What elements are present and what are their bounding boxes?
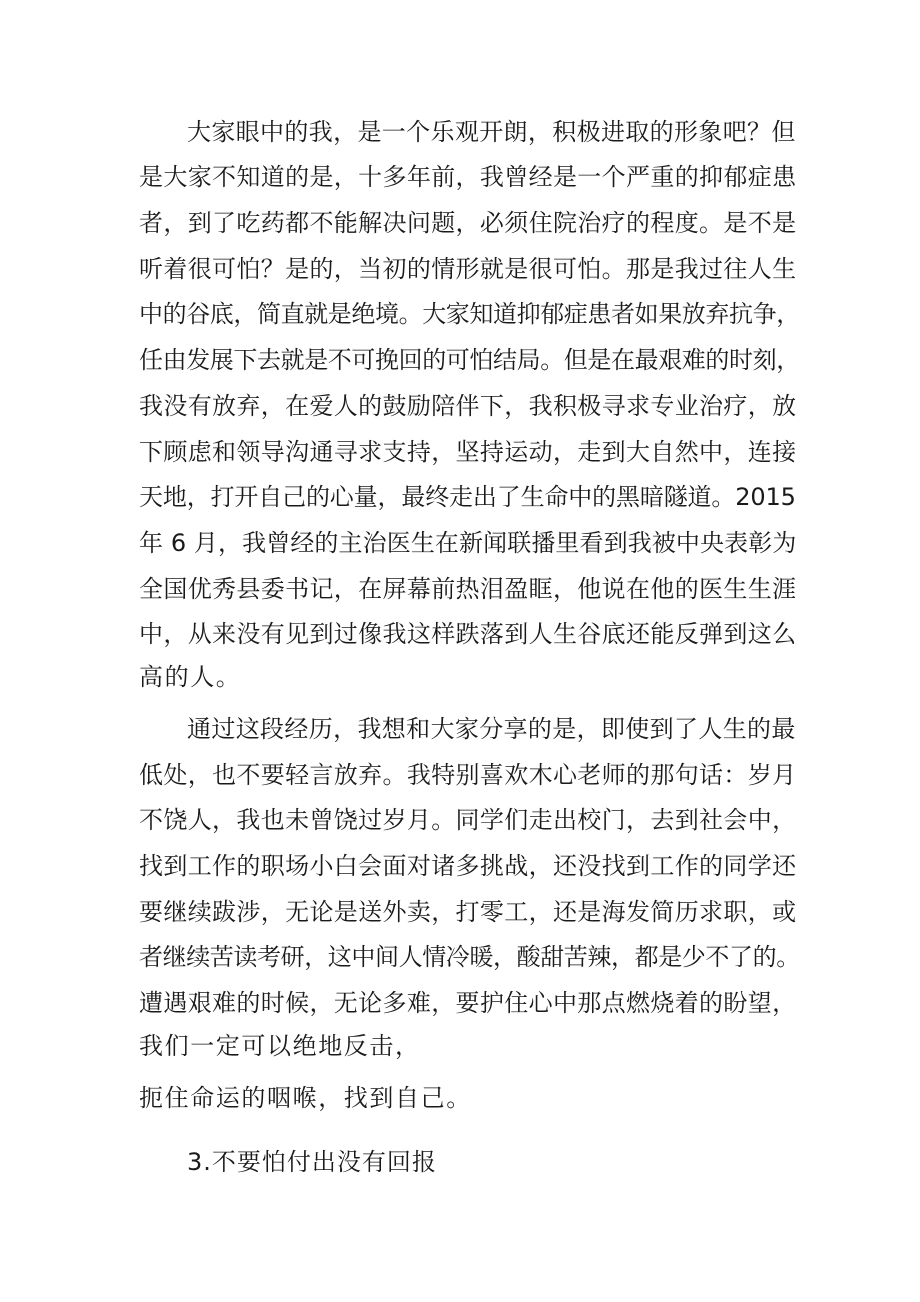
paragraph-line: 我们一定可以绝地反击，: [139, 1032, 421, 1060]
paragraph-line: 扼住命运的咽喉，找到自己。: [139, 1084, 472, 1112]
paragraph-line: 下顾虑和领导沟通寻求支持，坚持运动，走到大自然中，连接: [139, 438, 797, 466]
paragraph-line: 听着很可怕？是的，当初的情形就是很可怕。那是我过往人生: [139, 255, 797, 283]
paragraph-line: 天地，打开自己的心量，最终走出了生命中的黑暗隧道。2015: [139, 483, 796, 511]
paragraph-line: 不饶人，我也未曾饶过岁月。同学们走出校门，去到社会中，: [139, 806, 797, 834]
paragraph-line: 全国优秀县委书记，在屏幕前热泪盈眶，他说在他的医生生涯: [139, 575, 797, 603]
paragraph-line: 是大家不知道的是，十多年前，我曾经是一个严重的抑郁症患: [139, 163, 797, 191]
section-heading: 3.不要怕付出没有回报: [187, 1148, 437, 1176]
paragraph-line: 要继续跋涉，无论是送外卖，打零工，还是海发简历求职，或: [139, 898, 797, 926]
paragraph-line: 年 6 月，我曾经的主治医生在新闻联播里看到我被中央表彰为: [139, 529, 797, 557]
paragraph-line: 大家眼中的我，是一个乐观开朗，积极进取的形象吧？但: [187, 118, 796, 146]
paragraph-line: 中，从来没有见到过像我这样跌落到人生谷底还能反弹到这么: [139, 620, 797, 648]
paragraph-line: 找到工作的职场小白会面对诸多挑战，还没找到工作的同学还: [139, 852, 797, 880]
paragraph-line: 遭遇艰难的时候，无论多难，要护住心中那点燃烧着的盼望，: [139, 989, 797, 1017]
paragraph-line: 者继续苦读考研，这中间人情冷暖，酸甜苦辣，都是少不了的。: [139, 943, 800, 971]
paragraph-line: 中的谷底，简直就是绝境。大家知道抑郁症患者如果放弃抗争，: [139, 300, 800, 328]
paragraph-line: 我没有放弃，在爱人的鼓励陪伴下，我积极寻求专业治疗，放: [139, 392, 797, 420]
paragraph-line: 通过这段经历，我想和大家分享的是，即使到了人生的最: [187, 715, 796, 743]
paragraph-line: 低处，也不要轻言放弃。我特别喜欢木心老师的那句话：岁月: [139, 761, 797, 789]
paragraph-line: 者，到了吃药都不能解决问题，必须住院治疗的程度。是不是: [139, 209, 797, 237]
paragraph-line: 高的人。: [139, 663, 242, 691]
paragraph-line: 任由发展下去就是不可挽回的可怕结局。但是在最艰难的时刻，: [139, 346, 800, 374]
